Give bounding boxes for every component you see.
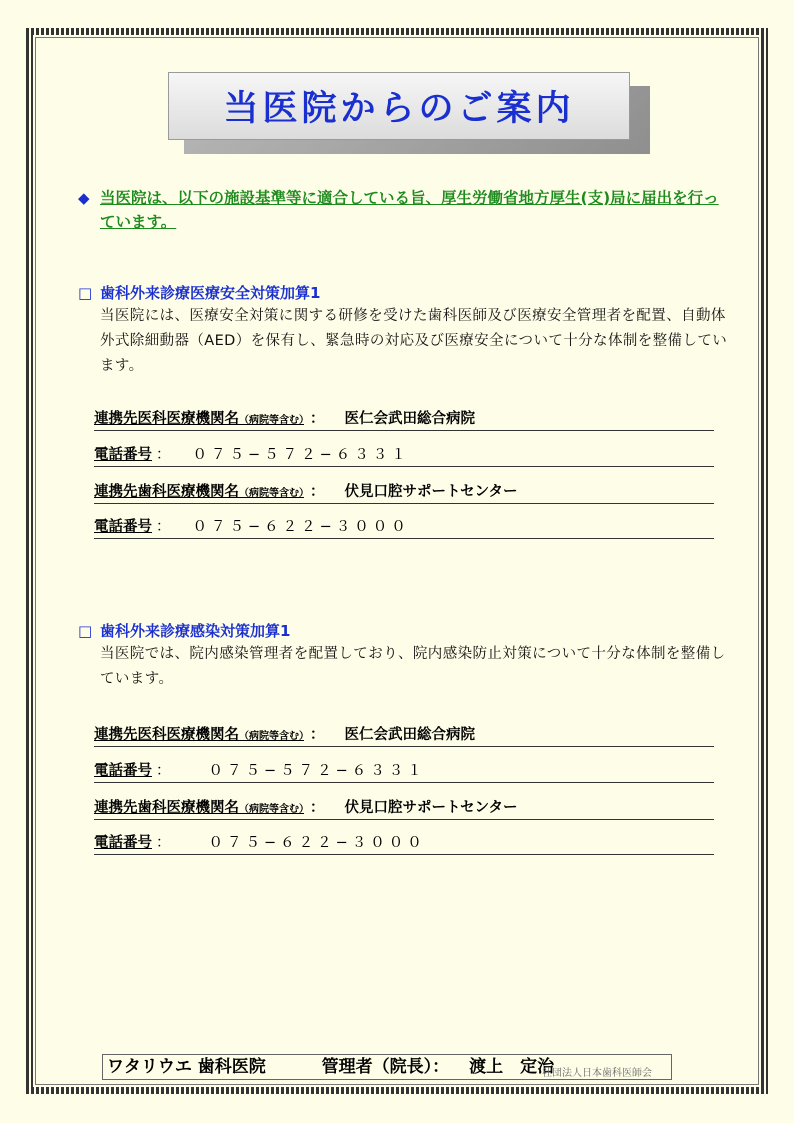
diamond-icon: ◆	[78, 189, 90, 207]
phone-number: ０７５−６２２−３０００	[208, 835, 426, 851]
line-note: （病院等含む）	[239, 415, 304, 426]
line-separator: ：	[310, 411, 325, 427]
line-label: 連携先歯科医療機関名	[94, 800, 239, 816]
phone-line	[94, 444, 714, 467]
line-separator: ：	[310, 727, 325, 743]
line-separator: ：	[310, 800, 325, 816]
phone-line	[94, 516, 714, 539]
section-safety	[78, 282, 728, 379]
line-separator: ：	[156, 763, 171, 779]
line-label: 連携先歯科医療機関名	[94, 484, 239, 500]
line-value: 伏見口腔サポートセンター	[344, 484, 518, 500]
line-value: 伏見口腔サポートセンター	[344, 800, 518, 816]
page-title: 当医院からのご案内	[223, 89, 575, 129]
section-heading: 歯科外来診療医療安全対策加算1	[100, 284, 321, 302]
manager-name: 渡上 定治	[469, 1057, 555, 1077]
line-note: （病院等含む）	[239, 804, 304, 815]
line-note: （病院等含む）	[239, 731, 304, 742]
line-label: 連携先医科医療機関名	[94, 411, 239, 427]
section-description: 当医院には、医療安全対策に関する研修を受けた歯科医師及び医療安全管理者を配置、自動体外式除細動器（AED）を保有し、緊急時の対応及び医療安全について十分な体制を整備しています。	[100, 308, 728, 374]
dental-institution-line	[94, 797, 714, 820]
manager-label: 管理者（院長）：	[321, 1057, 450, 1077]
line-value: 医仁会武田総合病院	[344, 411, 475, 427]
medical-institution-line	[94, 408, 714, 431]
line-note: （病院等含む）	[239, 488, 304, 499]
title-banner	[168, 72, 650, 154]
line-label: 電話番号	[94, 519, 152, 535]
medical-institution-line	[94, 724, 714, 747]
line-separator: ：	[156, 447, 171, 463]
section-heading: 歯科外来診療感染対策加算1	[100, 622, 291, 640]
phone-number: ０７５−５７２−６３３１	[192, 447, 410, 463]
title-box	[168, 72, 630, 140]
phone-line	[94, 832, 714, 855]
phone-line	[94, 760, 714, 783]
checkbox-icon: □	[78, 622, 93, 640]
dental-institution-line	[94, 481, 714, 504]
line-value: 医仁会武田総合病院	[344, 727, 475, 743]
line-label: 電話番号	[94, 763, 152, 779]
line-separator: ：	[156, 835, 171, 851]
line-label: 連携先医科医療機関名	[94, 727, 239, 743]
line-separator: ：	[310, 484, 325, 500]
clinic-name: ワタリウエ 歯科医院	[107, 1057, 266, 1077]
line-label: 電話番号	[94, 447, 152, 463]
line-separator: ：	[156, 519, 171, 535]
organization-name: 社団法人日本歯科医師会	[542, 1068, 652, 1079]
line-label: 電話番号	[94, 835, 152, 851]
phone-number: ０７５−５７２−６３３１	[208, 763, 426, 779]
notice-text: 当医院は、以下の施設基準等に適合している旨、厚生労働省地方厚生(支)局に届出を行っています。	[100, 189, 719, 231]
filing-notice	[78, 186, 728, 234]
checkbox-icon: □	[78, 284, 93, 302]
section-infection	[78, 620, 728, 692]
phone-number: ０７５−６２２−３０００	[192, 519, 410, 535]
section-description: 当医院では、院内感染管理者を配置しており、院内感染防止対策について十分な体制を整備しています。	[100, 646, 726, 687]
